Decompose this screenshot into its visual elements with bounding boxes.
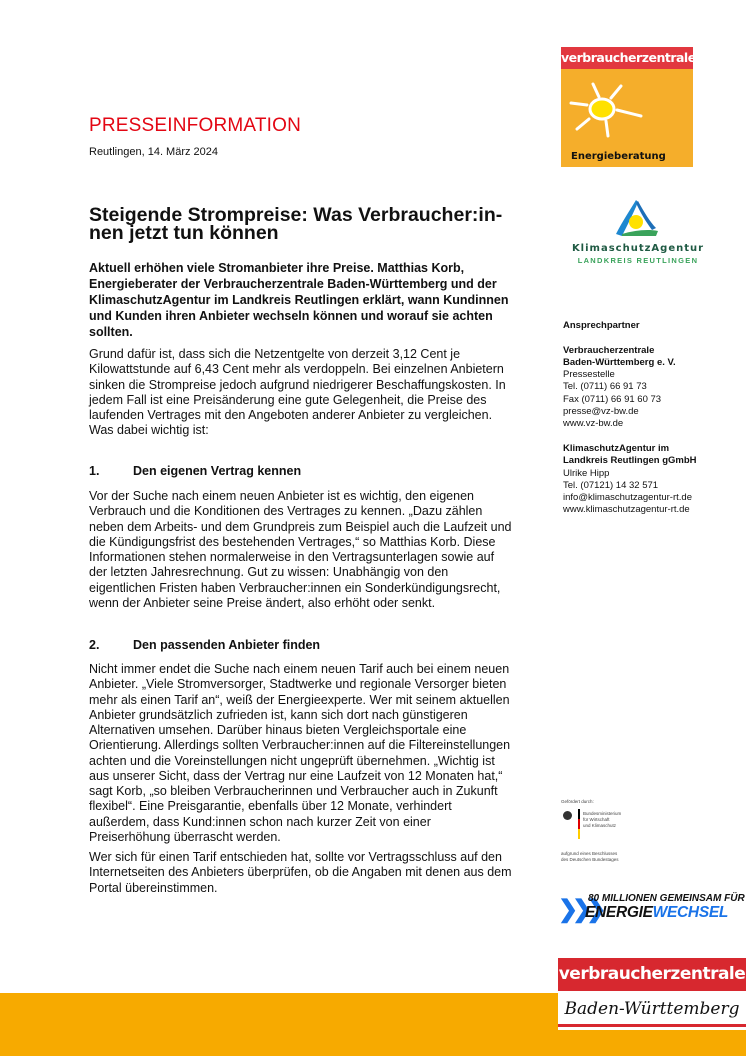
logo-subtitle: LANDKREIS REUTLINGEN [577,256,699,265]
text-line: Alternativen umsehen. Darüber hinaus bieten Vergleichsportale eine [89,723,467,737]
text-line: neben dem Arbeits- und dem Grundpreis zum Beispiel auch die Laufzeit und [89,519,512,534]
text-line: wenn der Anbieter seine Preise ändert, also erhöht oder senkt. [89,595,436,610]
text-line: laufenden Vertrages mit den Angeboten anderer Anbieter zu vergleichen. [89,408,493,422]
logo-text: ENERGIE [585,904,653,921]
logo-text: 80 MILLIONEN GEMEINSAM FÜR [588,893,745,904]
text-line: Informationen stehen normalerweise in den Vertragsunterlagen sowie auf [89,550,495,564]
text-line: Vor der Suche nach einem neuen Anbieter ist es wichtig, den eigenen [89,489,474,503]
vz-bw-logo [558,958,746,1030]
eagle-icon [563,811,572,820]
ministry-name: und Klimaschutz [583,823,617,828]
text-line: Grund dafür ist, dass sich die Netzentgelte von derzeit 3,12 Cent je [89,347,461,361]
text-line: aus unserer Sicht, dass der Vertrag nur eine Laufzeit von 12 Monaten hat,“ [89,768,503,783]
funding-note: aufgrund eines Beschlusses [561,851,618,856]
contact-email-link[interactable]: presse@vz-bw.de [563,406,639,418]
text-line: Internetseiten des Anbieters überprüfen, ob die Angaben mit denen aus dem [89,865,512,880]
text-line: Anbieter. „Viele Stromversorger, Stadtwerke und regionale Versorger bieten [89,677,507,692]
funding-note: des Deutschen Bundestages [561,857,619,862]
section-number: 1. [89,464,100,478]
text-line: achten und die Voreinstellungen nicht ungeprüft übernehmen. „Wichtig ist [89,753,495,768]
funding-logo [561,799,622,863]
ministry-name: Bundesministerium [583,811,622,816]
text-line: KlimaschutzAgentur im Landkreis Reutlingen erklärt, wann Kundinnen [89,293,509,307]
logo-text: verbraucherzentrale [561,47,693,69]
contact-phone: Tel. (07121) 14 32 571 [563,479,659,491]
text-line: eigentlichen Fristen haben Verbraucher:innen ein Sonderkündigungsrecht, [89,580,501,595]
text-line: Anbieter grundsätzlich zufrieden ist, kann sich dort nach günstigeren [89,707,468,722]
contact-org: Verbraucherzentrale [563,344,655,356]
contact-org: KlimaschutzAgentur im [563,442,670,454]
flag-stripe-icon [578,809,580,839]
vz-energieberatung-logo [561,47,696,167]
sun-icon [569,81,649,141]
text-line: jedem Fall ist eine Preisänderung eine gute Gelegenheit, die Preise des [89,392,487,407]
contact-block [563,320,697,517]
contact-website-link[interactable]: www.vz-bw.de [563,418,624,430]
text-line: Orientierung. Allerdings sollten Verbraucher:innen auf die Filtereinstellungen [89,738,511,753]
contact-dept: Pressestelle [563,369,615,381]
title-line: nen jetzt tun können [89,222,279,244]
section-2-paragraph [89,662,510,845]
text-line: Preiserhöhung überrascht werden. [89,829,281,844]
ministry-name: für Wirtschaft [583,817,610,822]
contact-person: Ulrike Hipp [563,467,610,479]
text-line: Aktuell erhöhen viele Stromanbieter ihre Preise. Matthias Korb, [89,261,465,275]
klimaschutz-emblem-icon [608,198,668,242]
section-number: 2. [89,638,100,652]
text-line: sollten. [89,325,133,339]
contact-org: Baden-Württemberg e. V. [563,356,676,368]
text-line: die Kündigungsfrist des bestehenden Vertrages,“ so Matthias Korb. Diese [89,534,496,549]
section-title: Den passenden Anbieter finden [133,638,321,652]
text-line: mehr als einen Tarif an“, weiß der Energieexperte. Wer mit seinem aktuellen [89,692,510,707]
logo-subtitle: Baden-Württemberg [558,991,746,1027]
text-line: Verbrauch und die Konditionen des Vertrages zu kennen. „Dazu zählen [89,504,483,519]
contact-fax: Fax (0711) 66 91 60 73 [563,393,662,405]
text-line: Nicht immer endet die Suche nach einem neuen Tarif auch bei einem neuen [89,662,510,676]
text-line: außerdem, dass Kund:innen schon nach kurzer Zeit von einer [89,814,431,829]
contact-website-link[interactable]: www.klimaschutzagentur-rt.de [563,504,690,516]
contact-phone: Tel. (0711) 66 91 73 [563,381,647,393]
title-line: Steigende Strompreise: Was Verbraucher:in- [89,204,503,226]
press-date: Reutlingen, 14. März 2024 [89,146,219,158]
text-line: Wer sich für einen Tarif entschieden hat, sollte vor Vertragsschluss auf den [89,850,502,864]
chevrons-icon: ❯❯❯ [558,896,601,923]
contact-org: Landkreis Reutlingen gGmbH [563,455,697,467]
energiewechsel-logo [558,893,745,925]
text-line: sagt Korb, „so bleiben Verbraucherinnen und Verbraucher auch in Zukunft [89,784,498,798]
funding-label: Gefördert durch: [561,799,594,804]
logo-subtitle: Energieberatung [571,151,666,162]
contact-heading: Ansprechpartner [563,320,640,331]
intro-paragraph [89,347,506,439]
press-label: PRESSEINFORMATION [89,115,302,136]
section-2-paragraph [89,850,512,896]
text-line: Was dabei wichtig ist: [89,423,209,438]
text-line: Kilowattstunde auf 6,43 Cent mehr als verdoppeln. Bei einzelnen Anbietern [89,362,504,377]
lead-paragraph [89,260,509,340]
text-line: und Kunden ihren Anbieter wechseln können und worauf sie achten [89,309,493,323]
page-title [89,206,502,242]
logo-text: WECHSEL [652,904,729,921]
text-line: Energieberater der Verbraucherzentrale Baden-Württemberg und der [89,277,497,291]
contact-email-link[interactable]: info@klimaschutzagentur-rt.de [563,492,692,504]
section-1-paragraph [89,489,511,611]
text-line: sinken die Strompreise jedoch aufgrund niedrigerer Beschaffungskosten. In [89,377,506,392]
text-line: der letzten Jahresrechnung. Gut zu wissen: Unabhängig von den [89,565,449,580]
logo-text: verbraucherzentrale [558,958,746,991]
logo-text: KlimaschutzAgentur [571,243,705,254]
section-title: Den eigenen Vertrag kennen [133,464,302,478]
klimaschutzagentur-logo [563,198,713,268]
text-line: Portal übereinstimmen. [89,880,218,895]
text-line: flexibel“. Eine Preisgarantie, ebenfalls über 12 Monate, verhindert [89,799,452,814]
